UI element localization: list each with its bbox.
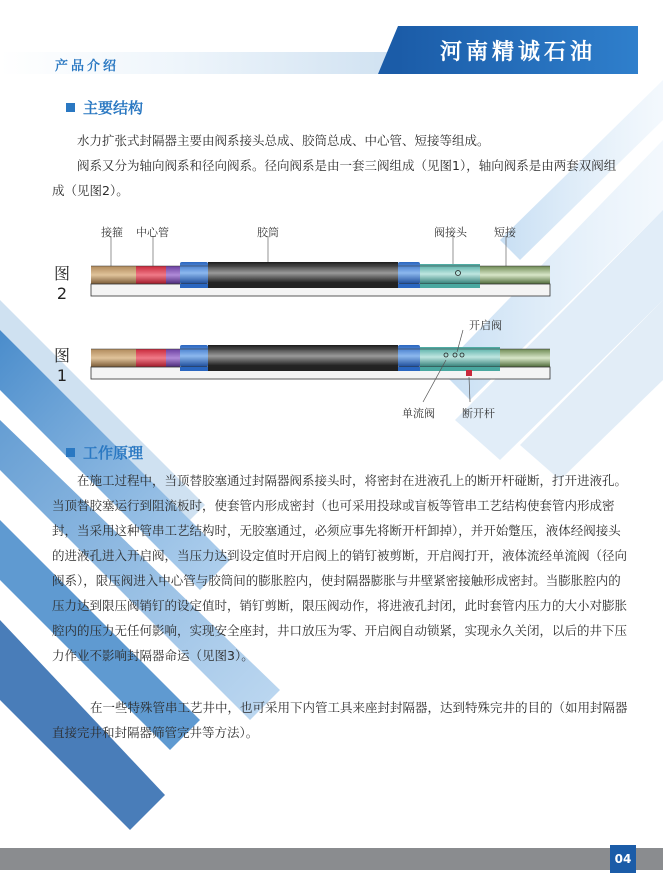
structure-paragraph-1: 水力扩张式封隔器主要由阀系接头总成、胶筒总成、中心管、短接等组成。 [77,133,490,148]
bullet-square-icon [66,103,75,112]
footer-bar [0,848,663,870]
structure-paragraph-2: 阀系又分为轴向阀系和径向阀系。径向阀系是由一套三阀组成（见图1），轴向阀系是由两套双阀组成（见图2）。 [52,158,617,198]
label-break-rod: 断开杆 [462,407,495,420]
section-tag: 产品介绍 [55,59,120,74]
label-check-valve: 单流阀 [402,407,435,420]
figure-1-label: 图 1 [53,346,70,385]
packer-diagram [48,222,568,422]
label-open-valve: 开启阀 [469,319,502,332]
tool-figure-1 [91,345,550,379]
section-title-text: 工作原理 [83,444,144,462]
section-title-structure [66,97,143,118]
brand-banner [398,26,638,74]
label-valve-sub: 阀接头 [434,226,467,239]
section-title-text: 主要结构 [83,99,144,117]
page-number: 04 [610,845,636,873]
figure-2-label: 图 2 [53,264,70,303]
label-center-pipe: 中心管 [136,226,169,239]
section-title-principle [66,442,143,463]
label-coupling: 接箍 [101,226,123,239]
principle-paragraph-2: 在一些特殊管串工艺井中，也可采用下内管工具来座封封隔器，达到特殊完井的目的（如用封隔器直接完井和封隔器筛管完井等方法）。 [52,700,628,740]
label-short-sub: 短接 [494,226,516,239]
bullet-square-icon [66,448,75,457]
brand-name: 河南精诚石油 [439,40,596,65]
principle-paragraph-1: 在施工过程中，当顶替胶塞通过封隔器阀系接头时，将密封在进液孔上的断开杆碰断，打开进液孔。当顶替胶塞运行到阻流板时，使套管内形成密封（也可采用投球或盲板等管串工艺结构使套管内形成密封，当采用这种管串工艺结构时，无胶塞通过，必须应事先将断开杆卸掉），并开始蹩压，液体经阀接头的进液孔进入开启阀，当压力达到设定值时开启阀上的销钉被剪断，开启阀打开，液体流经单流阀（径向阀系），限压阀进入中心管与胶筒间的膨胀腔内，使封隔器膨胀与井壁紧密接触形成密封。当膨胀腔内的压力达到限压阀销钉的设定值时，销钉剪断，限压阀动作，将进液孔封闭，此时套管内压力的大小对膨胀腔内的压力无任何影响，实现安全座封，井口放压为零、开启阀自动锁紧，实现永久关闭，以后的井下压力作业不影响封隔器命运（见图3）。 [52,473,628,663]
label-rubber-sleeve: 胶筒 [257,226,279,239]
tool-figure-2 [91,262,550,296]
